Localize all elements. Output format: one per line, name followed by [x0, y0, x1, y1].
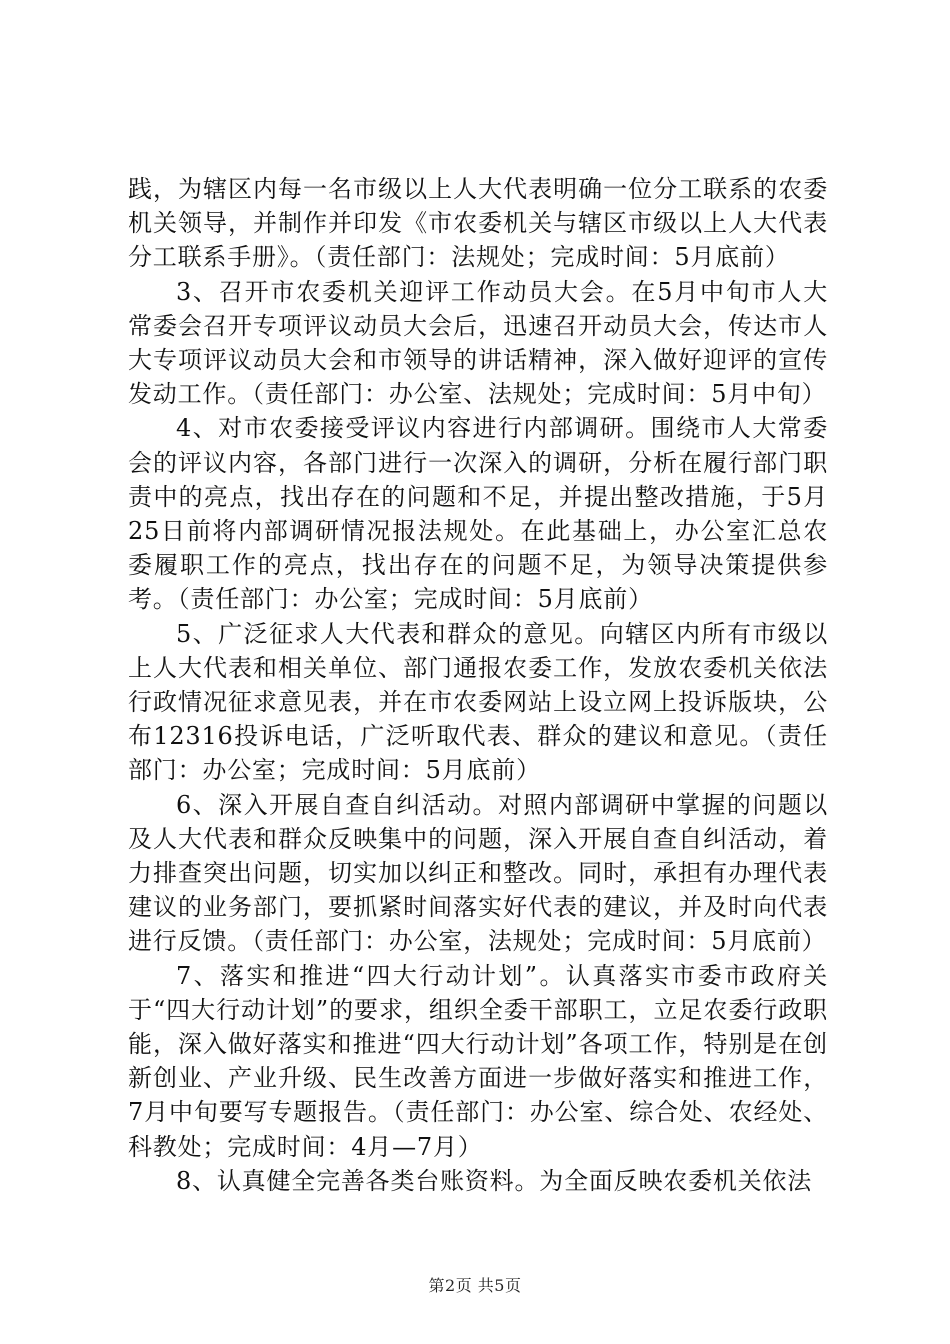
- paragraph-item-3: 3、召开市农委机关迎评工作动员大会。在5月中旬市人大常委会召开专项评议动员大会后，迅速召开动员大会，传达市人大专项评议动员大会和市领导的讲话精神，深入做好迎评的宣传发动工作。（责任部门：办公室、法规处；完成时间：5月中旬）: [128, 277, 828, 409]
- paragraph-item-7: 7、落实和推进“四大行动计划”。认真落实市委市政府关于“四大行动计划”的要求，组织全委干部职工，立足农委行政职能，深入做好落实和推进“四大行动计划”各项工作，特别是在创新创业、产业升级、民生改善方面进一步做好落实和推进工作，7月中旬要写专题报告。（责任部门：办公室、综合处、农经处、科教处；完成时间：4月—7月）: [128, 961, 828, 1161]
- paragraph-item-6: 6、深入开展自查自纠活动。对照内部调研中掌握的问题以及人大代表和群众反映集中的问题，深入开展自查自纠活动，着力排查突出问题，切实加以纠正和整改。同时，承担有办理代表建议的业务部门，要抓紧时间落实好代表的建议，并及时向代表进行反馈。（责任部门：办公室，法规处；完成时间：5月底前）: [128, 790, 828, 956]
- paragraph-continuation: 践，为辖区内每一名市级以上人大代表明确一位分工联系的农委机关领导，并制作并印发《市农委机关与辖区市级以上人大代表分工联系手册》。（责任部门：法规处；完成时间：5月底前）: [128, 175, 828, 272]
- document-body: [128, 172, 828, 1198]
- paragraph-item-4: 4、对市农委接受评议内容进行内部调研。围绕市人大常委会的评议内容，各部门进行一次深入的调研，分析在履行部门职责中的亮点，找出存在的问题和不足，并提出整改措施，于5月25日前将内部调研情况报法规处。在此基础上，办公室汇总农委履职工作的亮点，找出存在的问题不足，为领导决策提供参考。（责任部门：办公室；完成时间：5月底前）: [128, 414, 828, 614]
- paragraph-item-8: 8、认真健全完善各类台账资料。为全面反映农委机关依法: [176, 1166, 813, 1195]
- page-number-footer: 第2页 共5页: [428, 1276, 522, 1295]
- paragraph-item-5: 5、广泛征求人大代表和群众的意见。向辖区内所有市级以上人大代表和相关单位、部门通报农委工作，发放农委机关依法行政情况征求意见表，并在市农委网站上设立网上投诉版块，公布12316投诉电话，广泛听取代表、群众的建议和意见。（责任部门：办公室；完成时间：5月底前）: [128, 619, 828, 785]
